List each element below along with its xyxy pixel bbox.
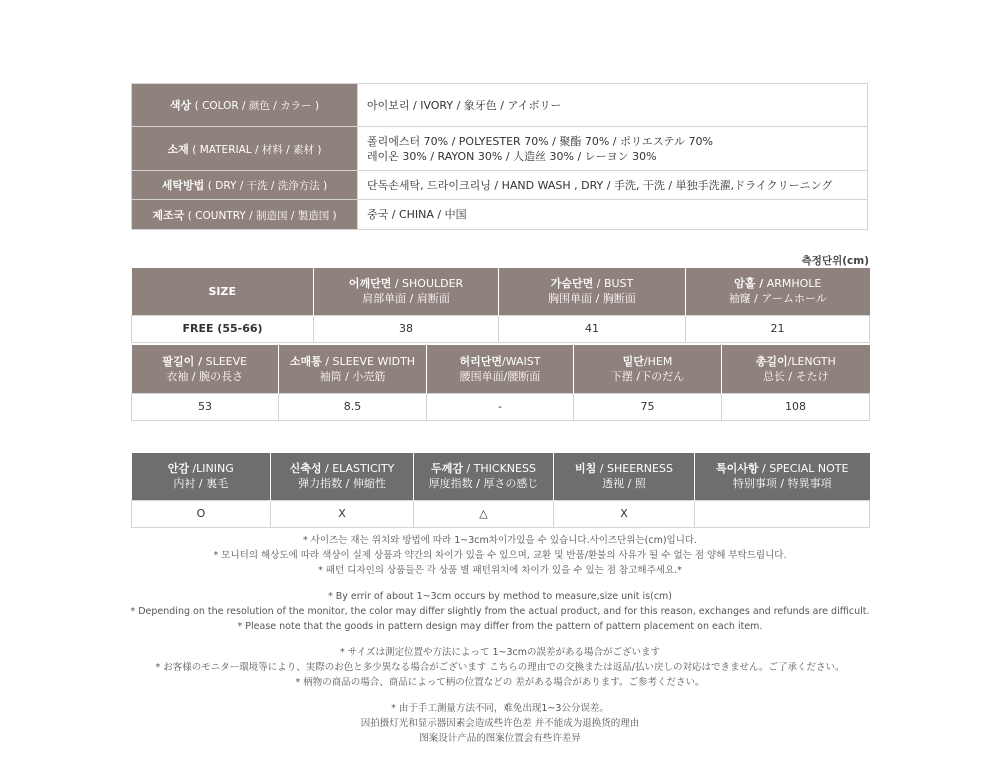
info-label-sub: ( COLOR / 颜色 / カラー ) [194,100,320,112]
size-header-row [132,345,870,393]
header-main: 두께감 [431,462,463,476]
header-main: 팔길이 / [162,354,203,368]
info-label-main: 소재 [167,142,189,156]
header-en: /WAIST [502,354,541,368]
header-main: 특이사항 [716,462,759,476]
info-label-sub: ( MATERIAL / 材料 / 素材 ) [192,143,322,156]
size-value-cell: 21 [686,315,870,342]
attr-header-cell [554,453,695,500]
header-en: / BUST [593,277,634,291]
attr-value-cell: O [132,500,271,527]
attr-value-cell: △ [414,500,554,527]
size-header-cell [499,268,686,315]
size-table-2 [131,345,870,421]
header-en: / SHOULDER [391,277,464,291]
info-value-line: 폴리에스터 70% / POLYESTER 70% / 聚酯 70% / ポリエステル 70% [367,134,713,148]
size-value-row [132,315,870,342]
info-row-material [132,127,868,171]
note-line: * 由于手工测量方法不同，难免出现1~3公分误差。 [391,703,609,714]
header-sub: 胸围单面 / 胸断面 [548,292,636,306]
info-value [358,171,868,200]
size-value-cell: 38 [314,315,499,342]
attr-value-row [132,500,870,527]
notes-english [0,589,1000,634]
info-value [358,200,868,230]
header-en: / SPECIAL NOTE [758,462,849,476]
header-en: ARMHOLE [763,277,822,291]
info-label [132,84,358,127]
header-en: / ELASTICITY [321,462,395,476]
size-header-cell [314,268,499,315]
header-sub: 袖窿 / アームホール [728,292,827,306]
attr-value-cell [695,500,870,527]
info-label [132,200,358,230]
product-info-table [131,83,868,230]
size-value-cell: 75 [574,393,722,420]
header-sub: 弹力指数 / 伸縮性 [298,477,386,491]
info-label [132,127,358,171]
note-line: * Depending on the resolution of the monitor, the color may differ slightly from the actual product, and for this reason, exchanges and refunds are difficult. [130,606,870,617]
attr-header-cell [271,453,414,500]
size-header-cell [574,345,722,393]
unit-caption: 측정단위(cm) [801,255,869,267]
info-row-country [132,200,868,230]
header-en: / THICKNESS [462,462,536,476]
notes-chinese [0,701,1000,746]
header-sub: 透视 / 照 [602,477,646,491]
header-main: 신축성 [289,462,322,476]
info-label-main: 색상 [169,99,192,112]
header-main: 가슴단면 [550,277,594,291]
info-row-color [132,84,868,127]
note-line: 因拍摄灯光和显示器因素会造成些许色差 并不能成为退换货的理由 [360,718,640,729]
size-value-cell: 108 [722,393,870,420]
size-header-cell [132,345,279,393]
header-sub: 下摆 /下のだん [610,369,685,383]
header-sub: 总长 / そたけ [762,369,829,383]
note-line: 图案设计产品的图案位置会有些许差异 [419,733,581,744]
size-value-row [132,393,870,420]
header-en: SLEEVE [202,354,248,368]
size-header-cell [279,345,427,393]
info-row-washing [132,171,868,200]
header-main: 암홀 / [734,277,764,291]
size-header-cell [722,345,870,393]
header-main: 소매통 [289,354,322,368]
size-header-cell [132,268,314,315]
header-en: / SLEEVE WIDTH [321,354,416,368]
attr-header-cell [132,453,271,500]
note-line: * 사이즈는 재는 위치와 방법에 따라 1~3cm차이가있을 수 있습니다.사이즈단위는(cm)입니다. [302,535,698,546]
info-value [358,84,868,127]
note-line: * サイズは測定位置や方法によって 1~3cmの誤差がある場合がございます [339,647,661,658]
header-main: 어깨단면 [348,277,392,291]
info-label-sub: ( COUNTRY / 制造国 / 製造国 ) [187,209,337,222]
attr-header-cell [414,453,554,500]
info-label-main: 제조국 [152,208,185,222]
size-value-cell: FREE (55-66) [132,315,314,342]
header-sub: 内衬 / 裏毛 [173,477,229,491]
header-en: /LENGTH [787,354,836,368]
header-en: /HEM [643,354,673,368]
attr-value-cell: X [554,500,695,527]
header-sub: 肩部单面 / 肩断面 [362,292,450,306]
notes-japanese [0,645,1000,690]
attr-header-row [132,453,870,500]
note-line: * お客様のモニター環境等により、実際のお色と多少異なる場合がございます こちらの理由での交換または返品/払い戻しの対応はできません。ご了承ください。 [155,662,845,673]
info-value-line: 단독손세탁, 드라이크리닝 / HAND WASH , DRY / 手洗, 干洗 / 単独手洗濯,ドライクリーニング [367,178,833,192]
header-main: SIZE [208,284,236,298]
info-value [358,127,868,171]
size-value-cell: 41 [499,315,686,342]
size-header-cell [427,345,574,393]
size-value-cell: - [427,393,574,420]
info-value-line: 아이보리 / IVORY / 象牙色 / アイボリー [367,98,562,112]
header-en: /LINING [188,462,234,476]
header-main: 밑단 [622,354,644,368]
note-line: * By errir of about 1~3cm occurs by method to measure,size unit is(cm) [327,591,673,602]
info-label [132,171,358,200]
header-main: 안감 [167,462,189,476]
header-main: 허리단면 [459,354,503,368]
header-main: 총길이 [755,354,788,368]
note-line: * Please note that the goods in pattern design may differ from the pattern of pattern placement on each item. [237,621,763,632]
note-line: * 모니터의 해상도에 따라 색상이 실제 상품과 약간의 차이가 있을 수 있으며, 교환 및 반품/환불의 사유가 될 수 없는 점 양해 부탁드립니다. [213,550,787,561]
info-label-sub: ( DRY / 干洗 / 洗浄方法 ) [207,180,328,192]
size-value-cell: 53 [132,393,279,420]
size-value-cell: 8.5 [279,393,427,420]
note-line: * 柄物の商品の場合、商品によって柄の位置などの 差がある場合があります。ご参考ください。 [295,677,705,688]
size-table-1 [131,268,870,343]
info-value-line: 중국 / CHINA / 中国 [367,208,467,221]
info-label-main: 세탁방법 [161,179,205,192]
size-header-cell [686,268,870,315]
attr-value-cell: X [271,500,414,527]
note-line: * 패턴 디자인의 상품들은 각 상품 별 패턴위치에 차이가 있을 수 있는 점 참고해주세요.* [318,565,682,576]
header-sub: 厚度指数 / 厚さの感じ [428,477,539,491]
header-main: 비침 [575,462,597,476]
size-header-row [132,268,870,315]
header-sub: 衣袖 / 腕の長さ [166,369,244,383]
info-value-line: 레이온 30% / RAYON 30% / 人造丝 30% / レーヨン 30% [367,149,657,163]
header-sub: 袖筒 / 小売筋 [319,369,386,383]
header-sub: 特别事项 / 特異事項 [732,477,832,491]
attribute-table [131,453,870,528]
attr-header-cell [695,453,870,500]
header-en: / SHEERNESS [596,462,673,476]
header-sub: 腰围单面/腰断面 [459,369,541,383]
notes-korean [0,533,1000,578]
